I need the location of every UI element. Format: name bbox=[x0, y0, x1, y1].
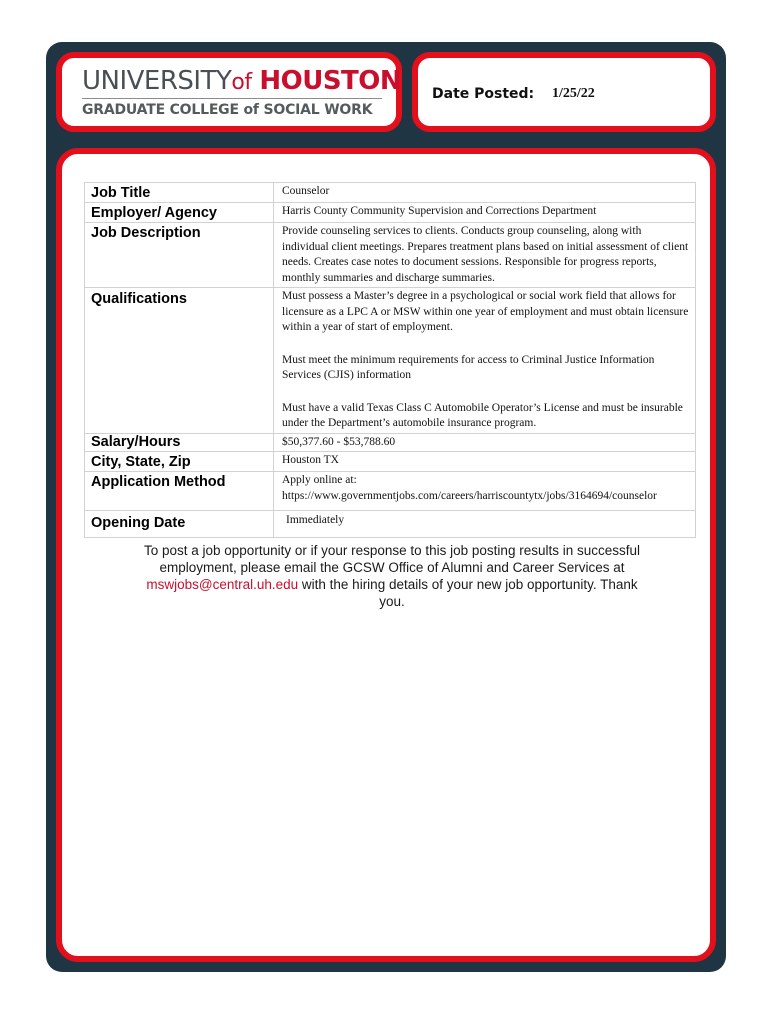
opening-date-value: Immediately bbox=[274, 511, 696, 538]
logo-houston: HOUSTON bbox=[259, 66, 402, 96]
employer-label: Employer/ Agency bbox=[85, 203, 274, 223]
row-location bbox=[85, 452, 696, 472]
application-label: Application Method bbox=[85, 472, 274, 511]
job-title-label: Job Title bbox=[85, 183, 274, 203]
employer-value: Harris County Community Supervision and Corrections Department bbox=[274, 203, 696, 223]
salary-label: Salary/Hours bbox=[85, 433, 274, 452]
job-details-table bbox=[84, 182, 696, 538]
row-qualifications bbox=[85, 288, 696, 434]
university-logo bbox=[56, 52, 402, 132]
qualifications-label: Qualifications bbox=[85, 288, 274, 434]
job-title-value: Counselor bbox=[274, 183, 696, 203]
row-opening-date bbox=[85, 511, 696, 538]
qualification-item: Must possess a Master’s degree in a psychological or social work field that allows for licensure as a LPC A or MSW within one year of employment and must obtain licensure within a year of start of employment. bbox=[282, 290, 689, 333]
application-instruction: Apply online at: bbox=[282, 474, 357, 486]
posting-instructions bbox=[132, 542, 652, 610]
date-posted-label: Date Posted: bbox=[432, 86, 535, 102]
row-description bbox=[85, 223, 696, 288]
row-employer bbox=[85, 203, 696, 223]
logo-college: GRADUATE COLLEGE of SOCIAL WORK bbox=[82, 102, 373, 118]
location-label: City, State, Zip bbox=[85, 452, 274, 472]
logo-of: of bbox=[231, 70, 252, 95]
qualifications-value bbox=[274, 288, 696, 434]
application-url[interactable]: https://www.governmentjobs.com/careers/harriscountytx/jobs/3164694/counselor bbox=[282, 489, 657, 502]
description-value: Provide counseling services to clients. Conducts group counseling, along with individual client meetings. Prepares treatment plans based on initial assessment of client needs. Creates case notes to document sessions. Responsible for progress reports, monthly summaries and discharge summaries. bbox=[274, 223, 696, 288]
footer-text-after: with the hiring details of your new job opportunity. Thank you. bbox=[298, 577, 638, 609]
logo-university: UNIVERSITY bbox=[82, 66, 232, 96]
contact-email-link[interactable]: mswjobs@central.uh.edu bbox=[146, 577, 299, 592]
qualification-item: Must have a valid Texas Class C Automobile Operator’s License and must be insurable under the Department’s automobile insurance program. bbox=[282, 401, 683, 429]
salary-value: $50,377.60 - $53,788.60 bbox=[274, 433, 696, 452]
row-application bbox=[85, 472, 696, 511]
opening-date-label: Opening Date bbox=[85, 511, 274, 538]
logo-divider bbox=[82, 98, 382, 99]
date-posted-value: 1/25/22 bbox=[552, 86, 595, 101]
location-value: Houston TX bbox=[274, 452, 696, 472]
description-label: Job Description bbox=[85, 223, 274, 288]
job-posting-panel bbox=[56, 148, 716, 962]
date-posted-box bbox=[412, 52, 716, 132]
row-job-title bbox=[85, 183, 696, 203]
logo-wordmark bbox=[82, 66, 401, 98]
qualification-item: Must meet the minimum requirements for access to Criminal Justice Information Services (CJIS) information bbox=[282, 353, 655, 381]
application-value bbox=[274, 472, 696, 511]
row-salary bbox=[85, 433, 696, 452]
footer-text-before: To post a job opportunity or if your response to this job posting results in successful employment, please email the GCSW Office of Alumni and Career Services at bbox=[143, 543, 640, 575]
